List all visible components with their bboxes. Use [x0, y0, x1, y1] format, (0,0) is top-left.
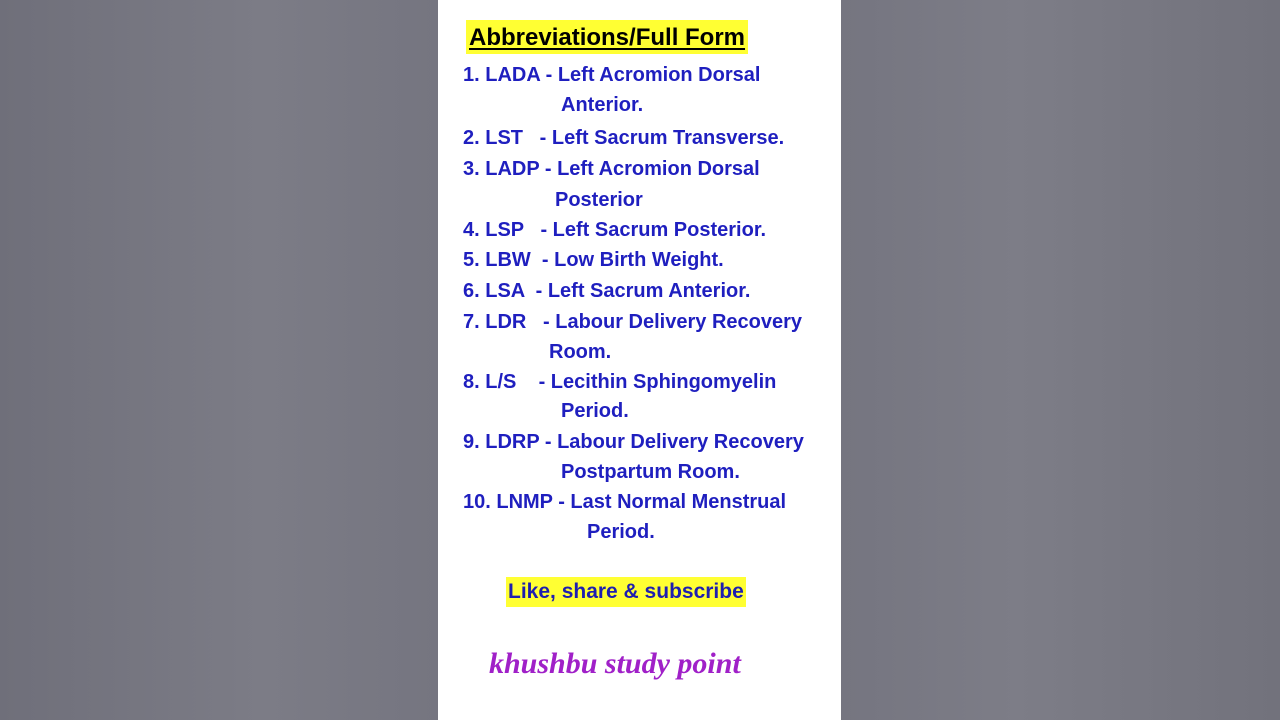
list-item-7: 7. LDR - Labour Delivery Recovery	[463, 311, 803, 333]
channel-brand: khushbu study point	[489, 647, 741, 680]
list-item-7-continued: Room.	[549, 341, 612, 363]
list-item-3: 3. LADP - Left Acromion Dorsal	[463, 158, 760, 180]
list-item-10: 10. LNMP - Last Normal Menstrual	[463, 491, 787, 513]
list-item-8: 8. L/S - Lecithin Sphingomyelin	[463, 371, 777, 393]
list-item-9-continued: Postpartum Room.	[561, 461, 740, 483]
list-item-1: 1. LADA - Left Acromion Dorsal	[463, 64, 761, 86]
subscribe-banner: Like, share & subscribe	[506, 577, 746, 607]
page-title: Abbreviations/Full Form	[466, 20, 748, 54]
list-item-2: 2. LST - Left Sacrum Transverse.	[463, 127, 785, 149]
list-item-3-continued: Posterior	[555, 189, 643, 211]
list-item-9: 9. LDRP - Labour Delivery Recovery	[463, 431, 804, 453]
list-item-6: 6. LSA - Left Sacrum Anterior.	[463, 280, 751, 302]
list-item-8-continued: Period.	[561, 400, 629, 422]
background-right-panel	[841, 0, 1280, 720]
list-item-4: 4. LSP - Left Sacrum Posterior.	[463, 219, 767, 241]
list-item-1-continued: Anterior.	[561, 94, 644, 116]
background-left-panel	[0, 0, 438, 720]
list-item-10-continued: Period.	[587, 521, 655, 543]
list-item-5: 5. LBW - Low Birth Weight.	[463, 249, 724, 271]
